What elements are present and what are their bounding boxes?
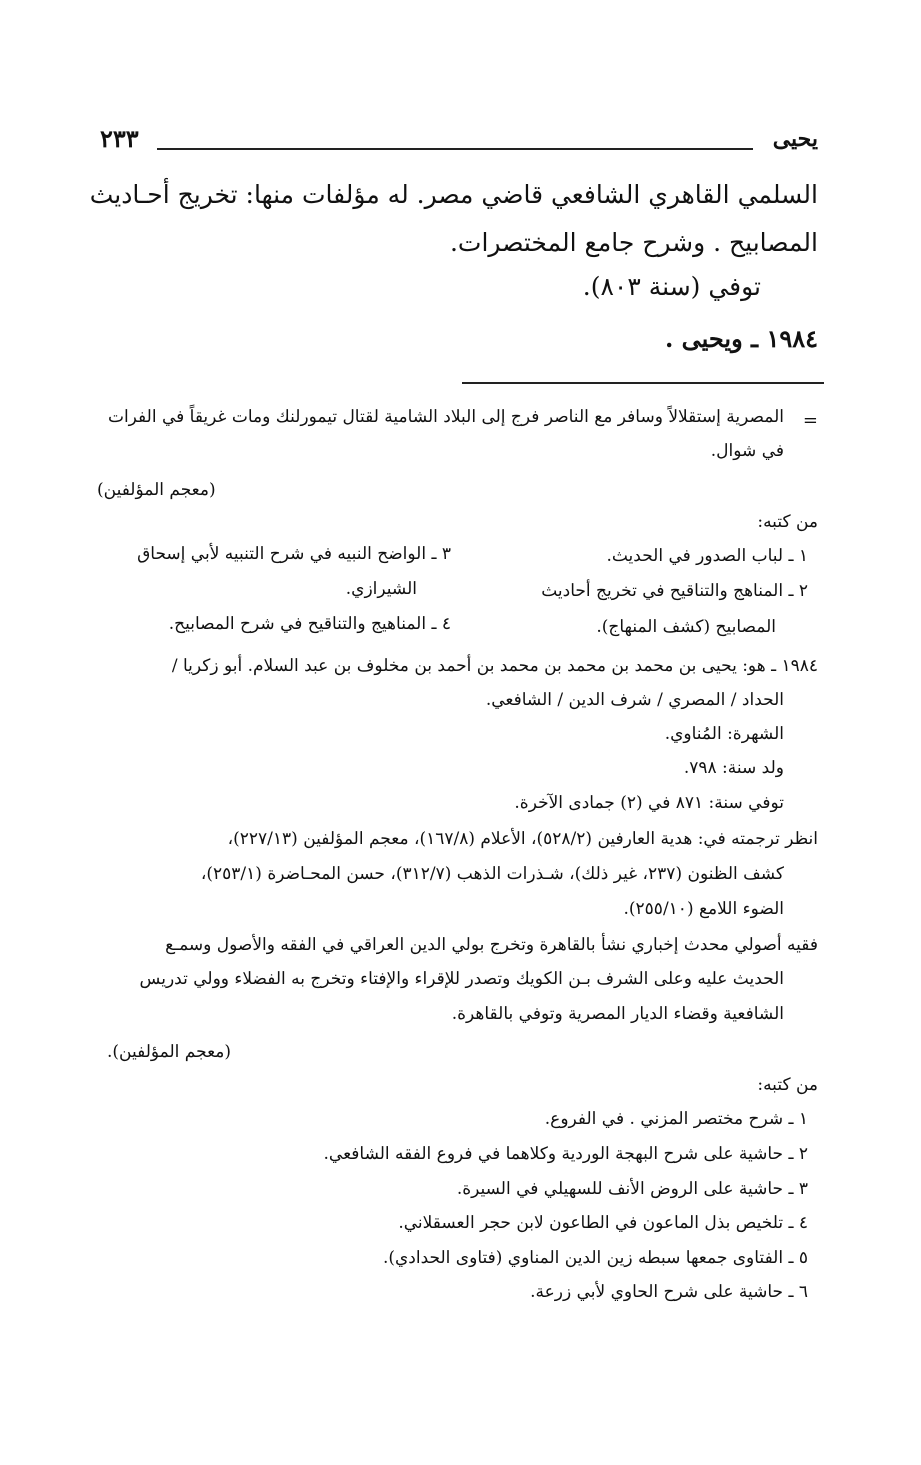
entry-refs-line-3: الضوء اللامع (٢٥٥/١٠). bbox=[623, 899, 784, 919]
footnote-line-2: في شوال. bbox=[710, 441, 784, 461]
works-list-item-6: ٦ ـ حاشية على شرح الحاوي لأبي زرعة. bbox=[530, 1282, 808, 1302]
page-number: ٢٣٣ bbox=[100, 124, 139, 153]
continuation-marker: = bbox=[802, 410, 818, 431]
entry-heading: ١٩٨٤ ـ ويحيى . bbox=[664, 324, 818, 353]
work-item-3: ٣ ـ الواضح النبيه في شرح التنبيه لأبي إسحاق bbox=[137, 544, 451, 564]
works-list-item-5: ٥ ـ الفتاوى جمعها سبطه زين الدين المناوي (فتاوى الحدادي). bbox=[382, 1248, 808, 1268]
main-text-line-1: السلمي القاهري الشافعي قاضي مصر. له مؤلفات منها: تخريج أحـاديث bbox=[89, 180, 818, 209]
running-title: يحيى bbox=[772, 126, 818, 152]
source-citation-2: (معجم المؤلفين). bbox=[107, 1042, 232, 1062]
works-label-1: من كتبه: bbox=[757, 512, 818, 532]
main-text-line-3: توفي (سنة ٨٠٣). bbox=[582, 272, 761, 301]
entry-bio-line-2: الحديث عليه وعلى الشرف بـن الكويك وتصدر للإقراء والإفتاء وتخرج به الفضلاء وولي تدريس bbox=[139, 969, 784, 989]
entry-died: توفي سنة: ٨٧١ في (٢) جمادى الآخرة. bbox=[514, 793, 784, 813]
work-item-3-cont: الشيرازي. bbox=[345, 579, 417, 599]
work-item-2: ٢ ـ المناهج والتناقيح في تخريج أحاديث bbox=[541, 581, 808, 601]
entry-refs-line-1: انظر ترجمته في: هدية العارفين (٥٢٨/٢)، الأعلام (١٦٧/٨)، معجم المؤلفين (٢٢٧/١٣)، bbox=[227, 829, 818, 849]
works-label-2: من كتبه: bbox=[757, 1075, 818, 1095]
main-text-line-2: المصابيح . وشرح جامع المختصرات. bbox=[449, 228, 818, 257]
entry-born: ولد سنة: ٧٩٨. bbox=[683, 758, 784, 778]
header-rule bbox=[157, 148, 753, 150]
source-citation-1: (معجم المؤلفين) bbox=[97, 480, 216, 500]
work-item-2-cont: المصابيح (كشف المنهاج). bbox=[596, 617, 776, 637]
work-item-1: ١ ـ لباب الصدور في الحديث. bbox=[606, 546, 808, 566]
entry-line-2: الحداد / المصري / شرف الدين / الشافعي. bbox=[485, 690, 784, 710]
footnote-rule bbox=[462, 382, 824, 384]
work-item-4: ٤ ـ المناهيج والتناقيح في شرح المصابيح. bbox=[168, 614, 451, 634]
works-list-item-1: ١ ـ شرح مختصر المزني . في الفروع. bbox=[544, 1109, 808, 1129]
entry-bio-line-3: الشافعية وقضاء الديار المصرية وتوفي بالقاهرة. bbox=[451, 1004, 784, 1024]
works-list-item-2: ٢ ـ حاشية على شرح البهجة الوردية وكلاهما في فروع الفقه الشافعي. bbox=[323, 1144, 808, 1164]
entry-bio-line-1: فقيه أصولي محدث إخباري نشأ بالقاهرة وتخرج بولي الدين العراقي في الفقه والأصول وسمـع bbox=[165, 935, 818, 955]
works-list-item-3: ٣ ـ حاشية على الروض الأنف للسهيلي في السيرة. bbox=[456, 1179, 808, 1199]
entry-line-1: ١٩٨٤ ـ هو: يحيى بن محمد بن محمد بن محمد بن أحمد بن مخلوف بن عبد السلام. أبو زكريا / bbox=[171, 656, 818, 676]
entry-fame: الشهرة: المُناوي. bbox=[664, 724, 784, 744]
entry-refs-line-2: كشف الظنون (٢٣٧، غير ذلك)، شـذرات الذهب (٣١٢/٧)، حسن المحـاضرة (٢٥٣/١)، bbox=[200, 864, 784, 884]
works-list-item-4: ٤ ـ تلخيص بذل الماعون في الطاعون لابن حجر العسقلاني. bbox=[398, 1213, 808, 1233]
footnote-line-1: المصرية إستقلالاً وسافر مع الناصر فرج إلى البلاد الشامية لقتال تيمورلنك ومات غريقاً في الفرات bbox=[107, 407, 784, 427]
